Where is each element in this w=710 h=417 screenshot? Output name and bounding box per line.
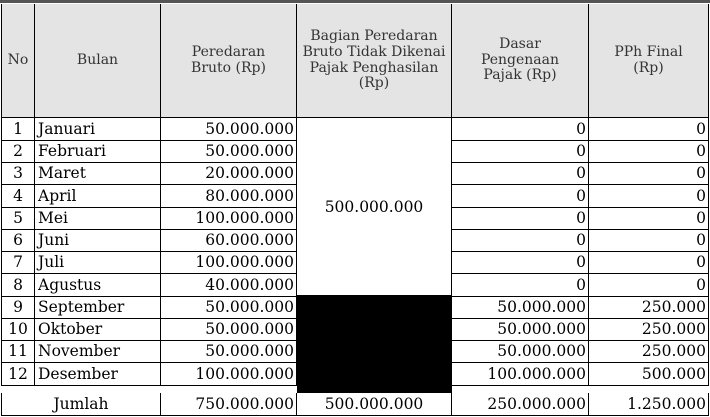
row-no: 11 <box>1 341 35 364</box>
row-no: 12 <box>1 363 35 386</box>
header-no: No <box>1 4 35 118</box>
row-dasar: 0 <box>452 163 589 186</box>
total-bagian: 500.000.000 <box>297 393 452 416</box>
row-peredaran: 80.000.000 <box>161 185 297 208</box>
row-dasar: 0 <box>452 140 589 163</box>
row-no: 3 <box>1 163 35 186</box>
header-bulan: Bulan <box>35 4 161 118</box>
header-bagian-tidak-dikenai-pajak: Bagian Peredaran Bruto Tidak Dikenai Pajak Penghasilan (Rp) <box>297 4 452 118</box>
row-peredaran: 50.000.000 <box>161 318 297 341</box>
row-dasar: 50.000.000 <box>452 318 589 341</box>
row-peredaran: 40.000.000 <box>161 274 297 297</box>
row-dasar: 0 <box>452 185 589 208</box>
row-dasar: 0 <box>452 274 589 297</box>
row-dasar: 50.000.000 <box>452 341 589 364</box>
row-peredaran: 20.000.000 <box>161 163 297 186</box>
row-bulan: April <box>35 185 161 208</box>
row-pph: 0 <box>589 163 709 186</box>
row-pph: 250.000 <box>589 296 709 319</box>
row-dasar: 0 <box>452 252 589 275</box>
total-pph: 1.250.000 <box>589 393 709 416</box>
total-dasar: 250.000.000 <box>452 393 589 416</box>
row-no: 10 <box>1 318 35 341</box>
row-peredaran: 100.000.000 <box>161 252 297 275</box>
row-pph: 0 <box>589 185 709 208</box>
bagian-merged-value: 500.000.000 <box>324 197 424 216</box>
row-dasar: 0 <box>452 118 589 141</box>
row-bulan: Maret <box>35 163 161 186</box>
row-peredaran: 50.000.000 <box>161 118 297 141</box>
row-pph: 500.000 <box>589 363 709 386</box>
bagian-blocked-cell <box>297 296 452 393</box>
row-dasar: 0 <box>452 207 589 230</box>
row-bulan: Juni <box>35 229 161 252</box>
row-dasar: 50.000.000 <box>452 296 589 319</box>
row-peredaran: 50.000.000 <box>161 341 297 364</box>
header-dasar-pengenaan-pajak: Dasar Pengenaan Pajak (Rp) <box>452 4 589 118</box>
row-peredaran: 100.000.000 <box>161 207 297 230</box>
row-no: 6 <box>1 229 35 252</box>
row-bulan: September <box>35 296 161 319</box>
row-no: 2 <box>1 140 35 163</box>
row-bulan: Oktober <box>35 318 161 341</box>
row-pph: 0 <box>589 252 709 275</box>
row-peredaran: 50.000.000 <box>161 140 297 163</box>
row-pph: 0 <box>589 207 709 230</box>
total-label: Jumlah <box>1 393 161 416</box>
row-pph: 0 <box>589 140 709 163</box>
bagian-merged-cell <box>297 118 452 296</box>
row-pph: 0 <box>589 229 709 252</box>
row-bulan: Mei <box>35 207 161 230</box>
row-bulan: Agustus <box>35 274 161 297</box>
row-no: 7 <box>1 252 35 275</box>
row-bulan: Januari <box>35 118 161 141</box>
row-dasar: 100.000.000 <box>452 363 589 386</box>
row-pph: 0 <box>589 274 709 297</box>
row-no: 9 <box>1 296 35 319</box>
row-no: 1 <box>1 118 35 141</box>
row-bulan: November <box>35 341 161 364</box>
row-bulan: Desember <box>35 363 161 386</box>
header-pph-final: PPh Final (Rp) <box>589 4 709 118</box>
row-pph: 250.000 <box>589 318 709 341</box>
total-peredaran: 750.000.000 <box>161 393 297 416</box>
row-pph: 0 <box>589 118 709 141</box>
row-peredaran: 100.000.000 <box>161 363 297 386</box>
header-peredaran-bruto: Peredaran Bruto (Rp) <box>161 4 297 118</box>
row-no: 5 <box>1 207 35 230</box>
row-peredaran: 60.000.000 <box>161 229 297 252</box>
row-bulan: Juli <box>35 252 161 275</box>
row-dasar: 0 <box>452 229 589 252</box>
row-no: 8 <box>1 274 35 297</box>
row-no: 4 <box>1 185 35 208</box>
row-pph: 250.000 <box>589 341 709 364</box>
row-peredaran: 50.000.000 <box>161 296 297 319</box>
top-divider <box>0 0 710 3</box>
row-bulan: Februari <box>35 140 161 163</box>
